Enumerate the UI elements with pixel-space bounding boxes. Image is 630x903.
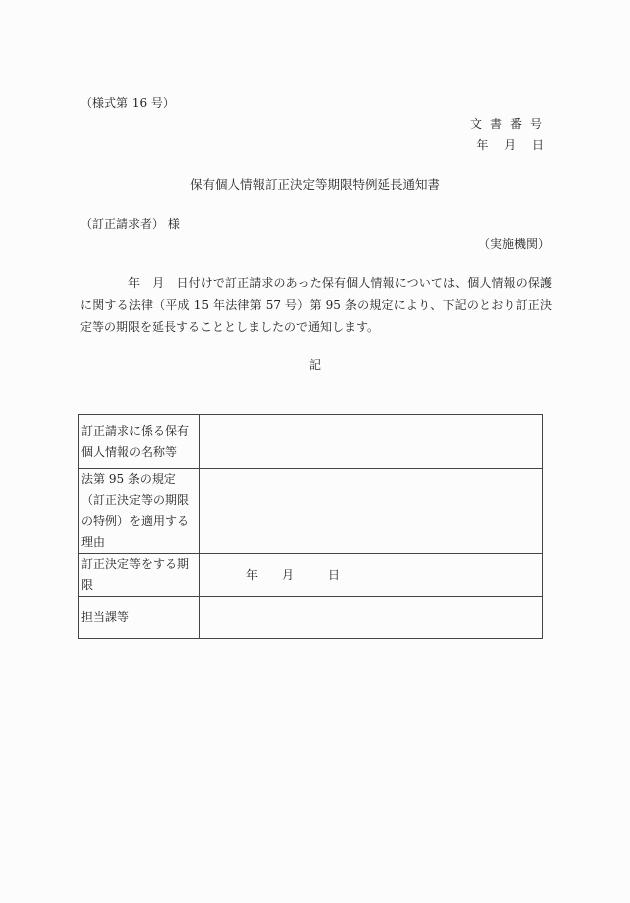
table-value-info-name: [200, 415, 543, 469]
table-label-reason: 法第 95 条の規定（訂正決定等の期限の特例）を適用する理由: [79, 469, 200, 554]
table-label-info-name: 訂正請求に係る保有個人情報の名称等: [79, 415, 200, 469]
table-value-reason: [200, 469, 543, 554]
table-label-department: 担当課等: [79, 597, 200, 639]
addressee: （訂正請求者） 様: [80, 217, 180, 231]
table-value-deadline: [200, 554, 543, 597]
date-line: 年 月 日: [476, 138, 550, 152]
table-row: [79, 597, 543, 639]
form-number: （様式第 16 号）: [80, 96, 175, 110]
deadline-day: 日: [328, 568, 341, 582]
table-row: [79, 415, 543, 469]
table-value-department: [200, 597, 543, 639]
document-number-label: 文書番号: [469, 117, 550, 131]
document-title: 保有個人情報訂正決定等期限特例延長通知書: [189, 177, 440, 192]
implementing-agency: （実施機関）: [477, 237, 550, 251]
deadline-year: 年: [246, 568, 259, 582]
deadline-month: 月: [282, 568, 295, 582]
notice-body-text: 年 月 日付けで訂正請求のあった保有個人情報については、個人情報の保護に関する法律（平成 15 年法律第 57 号）第 95 条の規定により、下記のとおり訂正決定等の期限を延長することとしましたので通知します。: [80, 276, 552, 334]
details-table: [78, 414, 543, 639]
table-row: [79, 469, 543, 554]
ki-heading: 記: [308, 358, 321, 372]
table-row: [79, 554, 543, 597]
table-label-deadline: 訂正決定等をする期限: [79, 554, 200, 597]
